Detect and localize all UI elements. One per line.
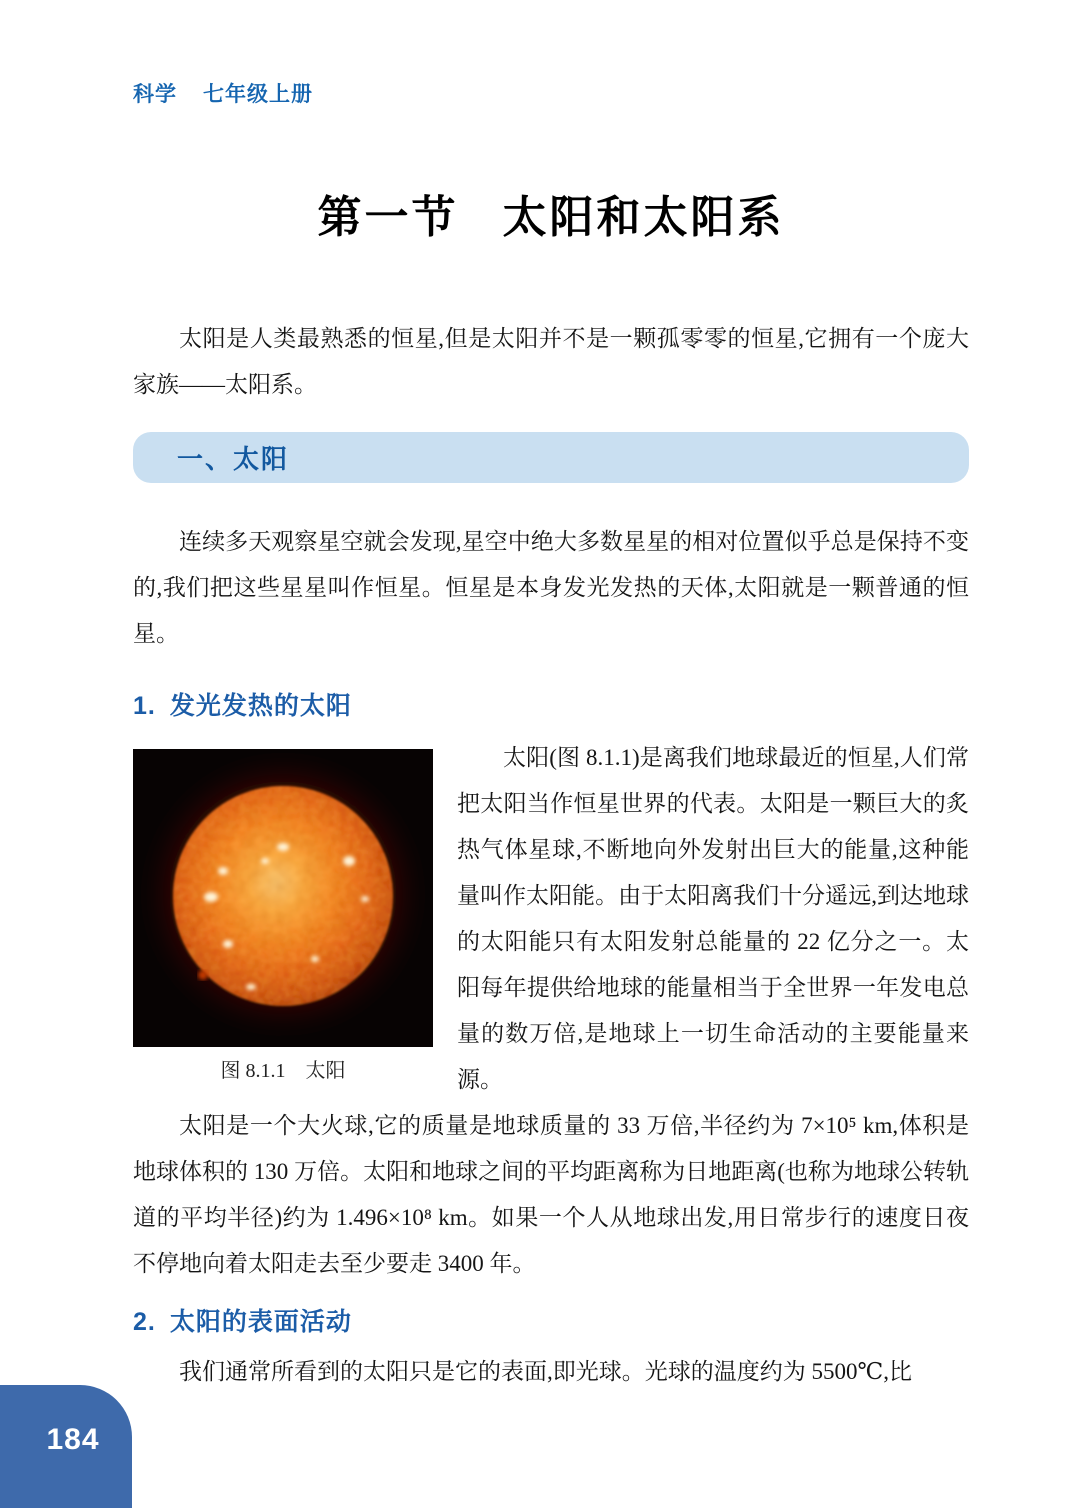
sun-photo-image [133, 749, 433, 1047]
page-number: 184 [46, 1423, 100, 1456]
running-head [133, 78, 969, 104]
lead-paragraph: 连续多天观察星空就会发现,星空中绝大多数星星的相对位置似乎总是保持不变的,我们把这些星星叫作恒星。恒星是本身发光发热的天体,太阳就是一颗普通的恒星。 [133, 529, 969, 646]
section-banner-label: 一、太阳 [177, 444, 290, 474]
figure-caption-label: 图 8.1.1 [220, 1060, 286, 1082]
subsection-title: 太阳的表面活动 [169, 1308, 352, 1336]
figure-text-flow [133, 735, 969, 1287]
volume-label: 七年级上册 [203, 83, 313, 106]
subsection-heading-1 [133, 691, 969, 721]
subsection-title: 发光发热的太阳 [169, 692, 352, 720]
subject-label: 科学 [133, 83, 177, 106]
surface-activity-paragraph: 我们通常所看到的太阳只是它的表面,即光球。光球的温度约为 5500℃,比 [179, 1359, 912, 1384]
figure-caption [133, 1057, 433, 1085]
sun-paragraph-1: 太阳(图 8.1.1)是离我们地球最近的恒星,人们常把太阳当作恒星世界的代表。太阳是一颗巨大的炙热气体星球,不断地向外发射出巨大的能量,这种能量叫作太阳能。由于太阳离我们十分遥远,到达地球的太阳能只有太阳发射总能量的 22 亿分之一。太阳每年提供给地球的能量相当于全世界一年发电总量的数万倍,是地球上一切生命活动的主要能量来源。 [457, 745, 969, 1092]
subsection-number: 1. [133, 692, 156, 720]
sun-figure [133, 749, 433, 1085]
sun-prominence [198, 970, 208, 980]
section-title-prefix: 第一节 [317, 193, 459, 242]
page-number-tab [0, 1385, 132, 1508]
intro-paragraph: 太阳是人类最熟悉的恒星,但是太阳并不是一颗孤零零的恒星,它拥有一个庞大家族——太阳系。 [133, 326, 969, 397]
section-banner [133, 432, 969, 483]
figure-caption-text: 太阳 [305, 1060, 346, 1082]
sun-paragraph-2: 太阳是一个大火球,它的质量是地球质量的 33 万倍,半径约为 7×10⁵ km,体积是地球体积的 130 万倍。太阳和地球之间的平均距离称为日地距离(也称为地球公转轨道的平均半径)约为 1.496×10⁸ km。如果一个人从地球出发,用日常步行的速度日夜不停地向着太阳走去至少要走 3400 年。 [133, 1113, 969, 1276]
subsection-number: 2. [133, 1308, 156, 1336]
section-title [133, 192, 969, 244]
section-title-main: 太阳和太阳系 [502, 193, 785, 242]
subsection-heading-2 [133, 1307, 969, 1337]
